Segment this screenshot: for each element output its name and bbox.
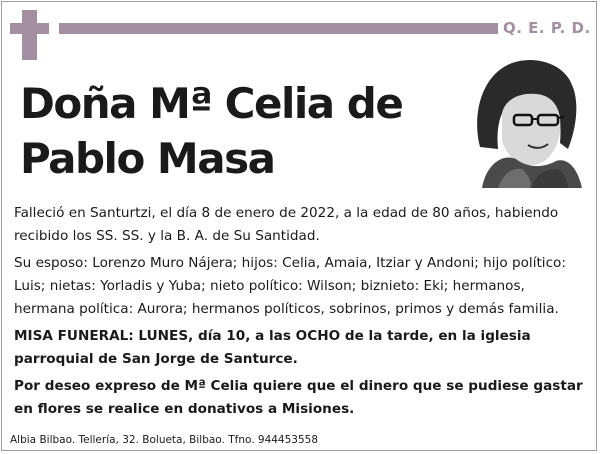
notice-body: [14, 202, 586, 425]
header-rule: [59, 23, 498, 34]
deceased-portrait: [472, 57, 582, 188]
qepd-badge: Q. E. P. D.: [503, 19, 591, 37]
cross-icon-bar: [10, 23, 49, 34]
funeral-home-footer: Albia Bilbao. Tellería, 32. Bolueta, Bilbao. Tfno. 944453558: [10, 434, 319, 446]
donation-wish-text: Por deseo expreso de Mª Celia quiere que el dinero que se pudiese gastar en flores se realice en donativos a Misiones.: [14, 378, 583, 417]
deceased-name: Doña Mª Celia de Pablo Masa: [20, 79, 403, 183]
cross-icon: [22, 10, 37, 60]
family-text: Su esposo: Lorenzo Muro Nájera; hijos: Celia, Amaia, Itziar y Andoni; hijo político: Luis; nietas: Yorladis y Yuba; nieto político: Wilson; biznieto: Eki; hermanos, hermana política: Aurora; hermanos políticos, sobrinos, primos y demás familia.: [14, 255, 566, 317]
death-notice-text: Falleció en Santurtzi, el día 8 de enero de 2022, a la edad de 80 años, habiendo recibido los SS. SS. y la B. A. de Su Santidad.: [14, 205, 559, 244]
funeral-mass-text: MISA FUNERAL: LUNES, día 10, a las OCHO de la tarde, en la iglesia parroquial de San Jorge de Santurce.: [14, 328, 531, 367]
